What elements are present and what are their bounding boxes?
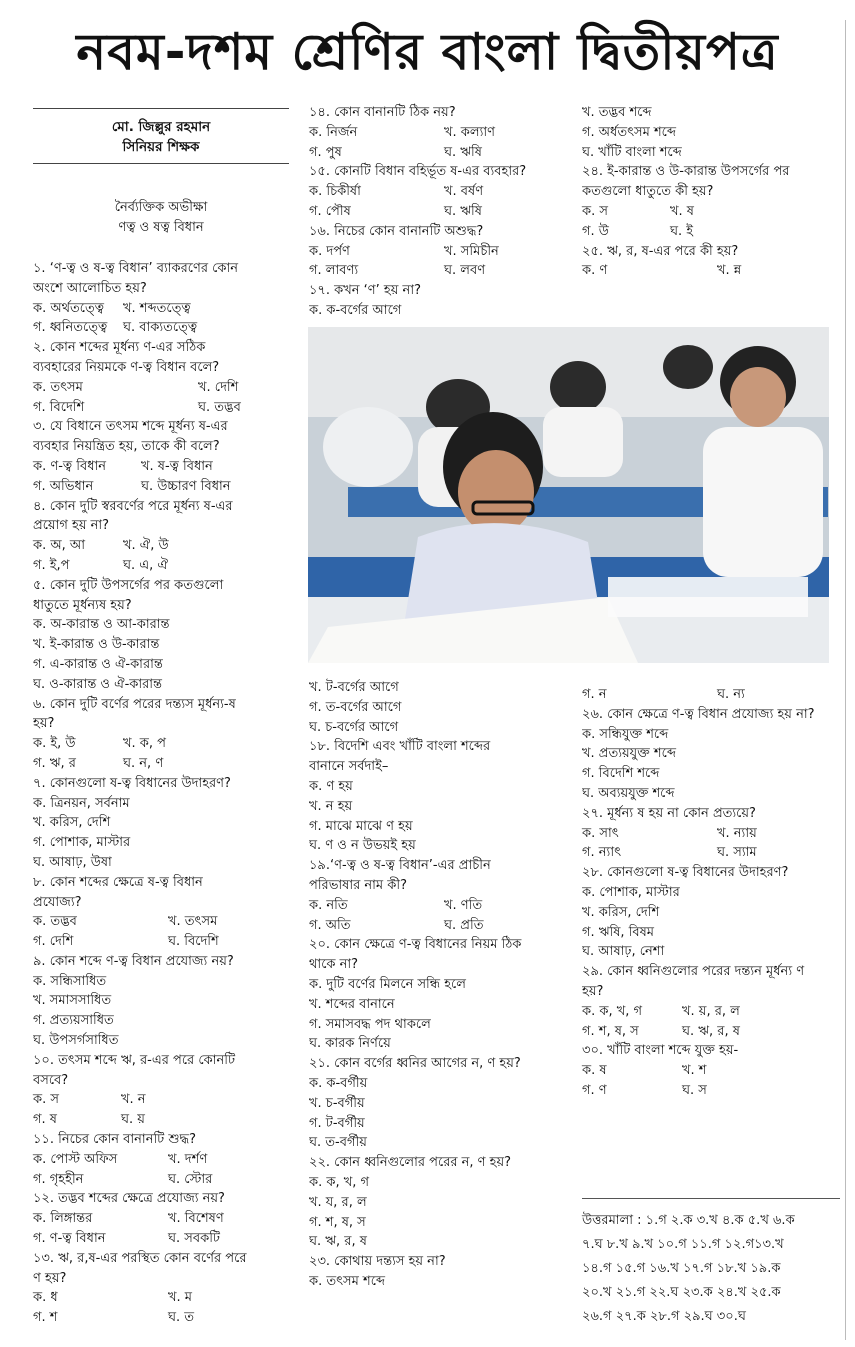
option-a: গ. ন: [582, 687, 607, 702]
option-row: [309, 242, 574, 262]
option-b: ঘ. স: [682, 1082, 707, 1098]
option-b: খ. ষ: [670, 203, 694, 219]
answer-line: উত্তরমালা : ১.গ ২.ক ৩.খ ৪.ক ৫.খ ৬.ক: [582, 1213, 795, 1228]
text-line: ঘ. কারক নির্ণয়ে: [309, 1036, 391, 1052]
question-text: ১৩. ঋ, র,ষ-এর পরস্থিত কোন বর্ণের পরে: [33, 1250, 247, 1266]
option-b: খ. ন্যায়: [717, 825, 757, 841]
answer-key: [582, 1198, 840, 1329]
option-row: [33, 1110, 293, 1130]
option-a: গ. বিদেশি: [33, 399, 85, 415]
option-b: ঘ. ঋষি: [444, 144, 482, 160]
question-text: ১৬. নিচের কোন বানানটি অশুদ্ধ?: [309, 223, 484, 239]
text-line: বানানে সর্বদাই–: [309, 759, 389, 775]
option-row: [582, 222, 844, 242]
text-line: খ. চ-বর্গীয়: [309, 1095, 365, 1111]
text-line: বসবে?: [33, 1072, 69, 1088]
answer-line: ২০.খ ২১.গ ২২.ঘ ২৩.ক ২৪.খ ২৫.ক: [582, 1285, 781, 1300]
question-text: ১০. তৎসম শব্দে ঋ, র-এর পরে কোনটি: [33, 1052, 236, 1068]
option-b: ঘ. বাক্যতত্ত্বে: [123, 320, 198, 336]
text-line: প্রযোজ্য?: [33, 894, 82, 910]
option-a: গ. ণ-ত্ব বিধান: [33, 1231, 106, 1247]
question-text: ৭. কোনগুলো ষ-ত্ব বিধানের উদাহরণ?: [33, 775, 231, 791]
option-row: [582, 685, 844, 705]
text-line: ক. অ-কারান্ত ও আ-কারান্ত: [33, 617, 170, 633]
option-b: ঘ. ত: [168, 1310, 195, 1326]
option-row: [33, 1170, 293, 1190]
question-text: ১৭. কখন ‘ণ’ হয় না?: [309, 283, 421, 299]
option-a: ক. তৎসম: [33, 379, 83, 395]
text-line: ঘ. ঋ, র, ষ: [309, 1234, 367, 1250]
question-text: ৩. যে বিধানে তৎসম শব্দে মূর্ধন্য ষ-এর: [33, 419, 228, 435]
option-a: ক. ক, খ, গ: [582, 1003, 643, 1019]
option-row: [309, 143, 574, 163]
option-a: ক. দর্পণ: [309, 243, 350, 259]
option-row: [33, 1308, 293, 1328]
option-a: গ. পুষ: [309, 144, 342, 160]
text-line: ঘ. উপসর্গসাধিত: [33, 1033, 119, 1049]
option-b: খ. বিশেষণ: [168, 1211, 224, 1227]
text-line: ঘ. অব্যয়যুক্ত শব্দে: [582, 785, 675, 801]
text-line: ক. দুটি বর্ণের মিলনে সন্ধি হলে: [309, 976, 466, 992]
option-row: [33, 318, 293, 338]
question-text: ২১. কোন বর্গের ধ্বনির আগের ন, ণ হয়?: [309, 1056, 521, 1072]
text-line: ক. সন্ধিযুক্ত শব্দে: [582, 726, 669, 742]
option-b: খ. শব্দতত্ত্বে: [123, 300, 191, 316]
option-b: ঘ. তদ্ভব: [198, 399, 241, 415]
option-b: খ. দেশি: [198, 379, 239, 395]
column-3-top: [582, 103, 844, 281]
answer-line: ৭.ঘ ৮.খ ৯.খ ১০.গ ১১.গ ১২.গ১৩.খ: [582, 1237, 784, 1252]
option-b: ঘ. য়: [121, 1112, 145, 1128]
option-a: ক. নতি: [309, 897, 348, 913]
question-text: ৫. কোন দুটি উপসর্গের পর কতগুলো: [33, 577, 224, 593]
option-row: [582, 202, 844, 222]
option-a: গ. ধ্বনিতত্ত্বে: [33, 320, 108, 336]
option-row: [33, 556, 293, 576]
option-a: ক. অর্থতত্ত্বে: [33, 300, 105, 316]
text-line: ব্যবহারের নিয়মকে ণ-ত্ব বিধান বলে?: [33, 359, 220, 375]
option-b: খ. ম: [168, 1290, 193, 1306]
question-text: ৯. কোন শব্দে ণ-ত্ব বিধান প্রযোজ্য নয়?: [33, 953, 234, 969]
text-line: ঘ. আষাঢ়, উষা: [33, 854, 112, 870]
option-b: ঘ. ই: [670, 223, 694, 239]
option-a: ক. সাৎ: [582, 825, 619, 841]
option-b: খ. দর্শণ: [168, 1151, 208, 1167]
option-a: গ. অতি: [309, 917, 351, 933]
option-a: গ. ন্যাৎ: [582, 845, 622, 861]
text-line: গ. অর্ধতৎসম শব্দে: [582, 124, 677, 140]
option-row: [33, 457, 293, 477]
option-row: [33, 754, 293, 774]
option-a: গ. দেশি: [33, 934, 74, 950]
text-line: গ. ট-বর্গীয়: [309, 1115, 365, 1131]
text-line: ক. ক, খ, গ: [309, 1174, 370, 1190]
author-box: [33, 108, 289, 164]
option-row: [33, 1209, 293, 1229]
option-a: ক. অ, আ: [33, 538, 86, 554]
option-row: [309, 202, 574, 222]
option-a: ক. ধ: [33, 1290, 58, 1306]
text-line: ণ হয়?: [33, 1270, 67, 1286]
text-line: ক. ক-বর্গীয়: [309, 1075, 368, 1091]
option-b: ঘ. এ, ঐ: [123, 557, 168, 573]
option-b: খ. ষ-ত্ব বিধান: [141, 458, 213, 474]
question-text: ১১. নিচের কোন বানানটি শুদ্ধ?: [33, 1132, 197, 1148]
option-row: [33, 1150, 293, 1170]
question-text: ২. কোন শব্দের মূর্ধন্য ণ-এর সঠিক: [33, 340, 206, 356]
text-line: খ. প্রত্যয়যুক্ত শব্দে: [582, 746, 676, 762]
photo-illustration: [308, 327, 829, 663]
option-b: খ. ক, প: [123, 736, 166, 752]
text-line: গ. সমাসবদ্ধ পদ থাকলে: [309, 1016, 431, 1032]
option-b: খ. ন: [121, 1092, 146, 1108]
question-text: ৬. কোন দুটি বর্ণের পরের দন্ত্যস মূর্ধন্য-ষ: [33, 696, 236, 712]
text-line: খ. করিস, দেশি: [33, 815, 111, 831]
text-line: গ. ত-বর্গের আগে: [309, 699, 402, 715]
author-name: মো. জিল্লুর রহমান: [111, 119, 211, 135]
option-a: গ. ই,প: [33, 557, 70, 573]
text-line: খ. ই-কারান্ত ও উ-কারান্ত: [33, 637, 160, 653]
option-a: ক. স: [33, 1092, 59, 1108]
section-heading: [33, 198, 289, 238]
section-heading-2: ণত্ব ও ষত্ব বিধান: [118, 220, 204, 235]
text-line: খ. ট-বর্গের আগে: [309, 680, 399, 695]
option-row: [582, 261, 844, 281]
option-a: ক. তদ্ভব: [33, 914, 77, 930]
option-b: ঘ. ঋষি: [444, 203, 482, 219]
option-a: ক. ণ-ত্ব বিধান: [33, 458, 107, 474]
text-line: কতগুলো ধাতুতে কী হয়?: [582, 184, 714, 200]
option-a: গ. গৃহহীন: [33, 1171, 84, 1187]
text-line: ক. তৎসম শব্দে: [309, 1273, 386, 1289]
option-b: ঘ. স্টোর: [168, 1171, 213, 1187]
text-line: খ. ন হয়: [309, 798, 353, 814]
question-text: ৮. কোন শব্দের ক্ষেত্রে ষ-ত্ব বিধান: [33, 874, 203, 890]
text-line: গ. প্রত্যয়সাধিত: [33, 1013, 114, 1029]
text-line: ধাতুতে মূর্ধন্যষ হয়?: [33, 597, 132, 613]
text-line: ঘ. আষাঢ়, নেশা: [582, 944, 665, 960]
option-row: [582, 1022, 844, 1042]
column-2-bottom: [309, 678, 574, 1292]
question-text: ২৩. কোথায় দন্ত্যস হয় না?: [309, 1254, 446, 1270]
answer-line: ১৪.গ ১৫.গ ১৬.খ ১৭.গ ১৮.খ ১৯.ক: [582, 1261, 781, 1276]
option-a: গ. পৌষ: [309, 203, 351, 219]
option-row: [33, 932, 293, 952]
option-a: গ. ণ: [582, 1082, 607, 1098]
text-line: ক. ক-বর্গের আগে: [309, 302, 402, 318]
option-row: [33, 299, 293, 319]
option-row: [33, 1090, 293, 1110]
text-line: ক. সন্ধিসাধিত: [33, 973, 107, 989]
option-a: ক. ই, উ: [33, 736, 76, 752]
option-a: গ. শ, ষ, স: [582, 1023, 639, 1039]
option-row: [582, 1081, 844, 1101]
option-row: [582, 1002, 844, 1022]
text-line: গ. শ, ষ, স: [309, 1214, 366, 1230]
option-row: [309, 123, 574, 143]
option-a: ক. নির্জন: [309, 124, 358, 140]
option-a: গ. ঋ, র: [33, 755, 76, 771]
option-row: [309, 182, 574, 202]
question-text: ২৪. ই-কারান্ত ও উ-কারান্ত উপসর্গের পর: [582, 164, 790, 180]
text-line: ঘ. ণ ও ন উভয়ই হয়: [309, 838, 416, 854]
text-line: গ. পোশাক, মাস্টার: [33, 835, 131, 851]
option-b: খ. ন্ন: [717, 263, 742, 279]
answer-line: ২৬.গ ২৭.ক ২৮.গ ২৯.ঘ ৩০.ঘ: [582, 1309, 746, 1324]
text-line: থাকে না?: [309, 957, 359, 973]
page-title: নবম-দশম শ্রেণির বাংলা দ্বিতীয়পত্র: [76, 23, 779, 81]
option-b: ঘ. বিদেশি: [168, 934, 219, 950]
text-line: অংশে আলোচিত হয়?: [33, 280, 147, 296]
option-b: ঘ. লবণ: [444, 263, 486, 279]
text-line: গ. মাঝে মাঝে ণ হয়: [309, 818, 413, 834]
option-row: [33, 477, 293, 497]
option-a: ক. স: [582, 203, 608, 219]
column-2-top: [309, 103, 574, 321]
option-b: ঘ. ন, ণ: [123, 755, 164, 771]
question-text: ১৪. কোন বানানটি ঠিক নয়?: [309, 105, 456, 120]
option-row: [582, 824, 844, 844]
column-divider: [845, 20, 846, 1340]
text-line: খ. শব্দের বানানে: [309, 996, 395, 1012]
option-row: [33, 734, 293, 754]
option-row: [33, 378, 293, 398]
text-line: ঘ. খাঁটি বাংলা শব্দে: [582, 144, 682, 160]
text-line: ঘ. ও-কারান্ত ও ঐ-কারান্ত: [33, 676, 163, 692]
text-line: ক. পোশাক, মাস্টার: [582, 884, 680, 900]
option-a: ক. চিকীর্ষা: [309, 184, 361, 200]
question-text: ২৬. কোন ক্ষেত্রে ণ-ত্ব বিধান প্রযোজ্য হয় না?: [582, 706, 815, 722]
text-line: হয়?: [582, 983, 604, 999]
option-a: গ. উ: [582, 223, 609, 239]
option-a: ক. লিঙ্গান্তর: [33, 1211, 93, 1227]
question-text: ১৮. বিদেশি এবং খাঁটি বাংলা শব্দের: [309, 739, 491, 755]
question-text: ২৮. কোনগুলো ষ-ত্ব বিধানের উদাহরণ?: [582, 865, 789, 881]
text-line: ক. ত্রিনয়ন, সর্বনাম: [33, 795, 130, 811]
option-b: ঘ. স্যাম: [717, 845, 757, 861]
option-a: ক. পোস্ট অফিস: [33, 1151, 118, 1167]
option-row: [309, 916, 574, 936]
option-b: ঘ. প্রতি: [444, 917, 484, 933]
option-b: খ. ঐ, উ: [123, 538, 169, 554]
option-row: [33, 536, 293, 556]
question-text: ১. ‘ণ-ত্ব ও ষ-ত্ব বিধান’ ব্যাকরণের কোন: [33, 261, 239, 276]
option-b: ঘ. সবকটি: [168, 1231, 221, 1247]
option-b: খ. বর্ষণ: [444, 184, 484, 200]
text-line: খ. য, র, ল: [309, 1194, 367, 1210]
text-line: ব্যবহার নিয়ন্ত্রিত হয়, তাকে কী বলে?: [33, 439, 220, 455]
text-line: খ. সমাসসাধিত: [33, 993, 112, 1009]
option-a: গ. ষ: [33, 1112, 57, 1128]
option-b: ঘ. ঋ, র, ষ: [682, 1023, 740, 1039]
option-a: গ. লাবণ্য: [309, 263, 359, 279]
option-row: [33, 398, 293, 418]
option-row: [582, 843, 844, 863]
column-3-bottom: [582, 685, 844, 1101]
text-line: ক. ণ হয়: [309, 778, 353, 794]
question-text: ১২. তদ্ভব শব্দের ক্ষেত্রে প্রযোজ্য নয়?: [33, 1191, 225, 1207]
text-line: গ. বিদেশি শব্দে: [582, 766, 660, 782]
text-line: হয়?: [33, 716, 55, 732]
question-text: ২৯. কোন ধ্বনিগুলোর পরের দন্ত্যন মূর্ধন্য ণ: [582, 964, 805, 980]
text-line: প্রয়োগ হয় না?: [33, 518, 110, 534]
text-line: ঘ. ত-বর্গীয়: [309, 1135, 367, 1151]
option-row: [309, 896, 574, 916]
option-b: খ. য়, র, ল: [682, 1003, 740, 1019]
author-role: সিনিয়র শিক্ষক: [122, 139, 200, 155]
question-text: ২৭. মূর্ধন্য ষ হয় না কোন প্রত্যয়ে?: [582, 805, 756, 821]
text-line: গ. ঋষি, বিষম: [582, 924, 655, 940]
text-line: পরিভাষার নাম কী?: [309, 877, 407, 893]
option-row: [33, 912, 293, 932]
question-text: ২৫. ঋ, র, ষ-এর পরে কী হয়?: [582, 243, 739, 259]
section-heading-1: নৈর্ব্যক্তিক অভীক্ষা: [114, 200, 208, 215]
option-b: খ. ণতি: [444, 897, 483, 913]
option-row: [33, 1229, 293, 1249]
question-text: ১৫. কোনটি বিধান বহির্ভূত ষ-এর ব্যবহার?: [309, 164, 527, 180]
question-text: ২০. কোন ক্ষেত্রে ণ-ত্ব বিধানের নিয়ম ঠিক: [309, 937, 522, 953]
option-row: [309, 261, 574, 281]
option-b: খ. শ: [682, 1063, 707, 1079]
question-text: ১৯.‘ণ-ত্ব ও ষ-ত্ব বিধান’-এর প্রাচীন: [309, 858, 491, 874]
option-a: ক. ণ: [582, 263, 608, 279]
question-text: ২২. কোন ধ্বনিগুলোর পরের ন, ণ হয়?: [309, 1155, 512, 1171]
students-exam-photo: [308, 327, 829, 663]
text-line: ঘ. চ-বর্গের আগে: [309, 719, 399, 735]
column-1: [33, 259, 293, 1328]
option-a: গ. শ: [33, 1310, 58, 1326]
option-row: [33, 1288, 293, 1308]
option-row: [582, 1061, 844, 1081]
question-text: ৩০. খাঁটি বাংলা শব্দে যুক্ত হয়-: [582, 1043, 739, 1059]
text-line: খ. তদ্ভব শব্দে: [582, 105, 652, 120]
option-b: খ. তৎসম: [168, 914, 218, 930]
option-b: খ. সমিচীন: [444, 243, 499, 259]
option-a: ক. ষ: [582, 1063, 607, 1079]
text-line: খ. করিস, দেশি: [582, 904, 660, 920]
option-b: খ. কল্যাণ: [444, 124, 495, 140]
text-line: গ. এ-কারান্ত ও ঐ-কারান্ত: [33, 656, 163, 672]
option-b: ঘ. উচ্চারণ বিধান: [141, 478, 231, 494]
option-b: ঘ. ন্য: [717, 687, 745, 702]
question-text: ৪. কোন দুটি স্বরবর্ণের পরে মূর্ধন্য ষ-এর: [33, 498, 233, 514]
option-a: গ. অভিধান: [33, 478, 94, 494]
